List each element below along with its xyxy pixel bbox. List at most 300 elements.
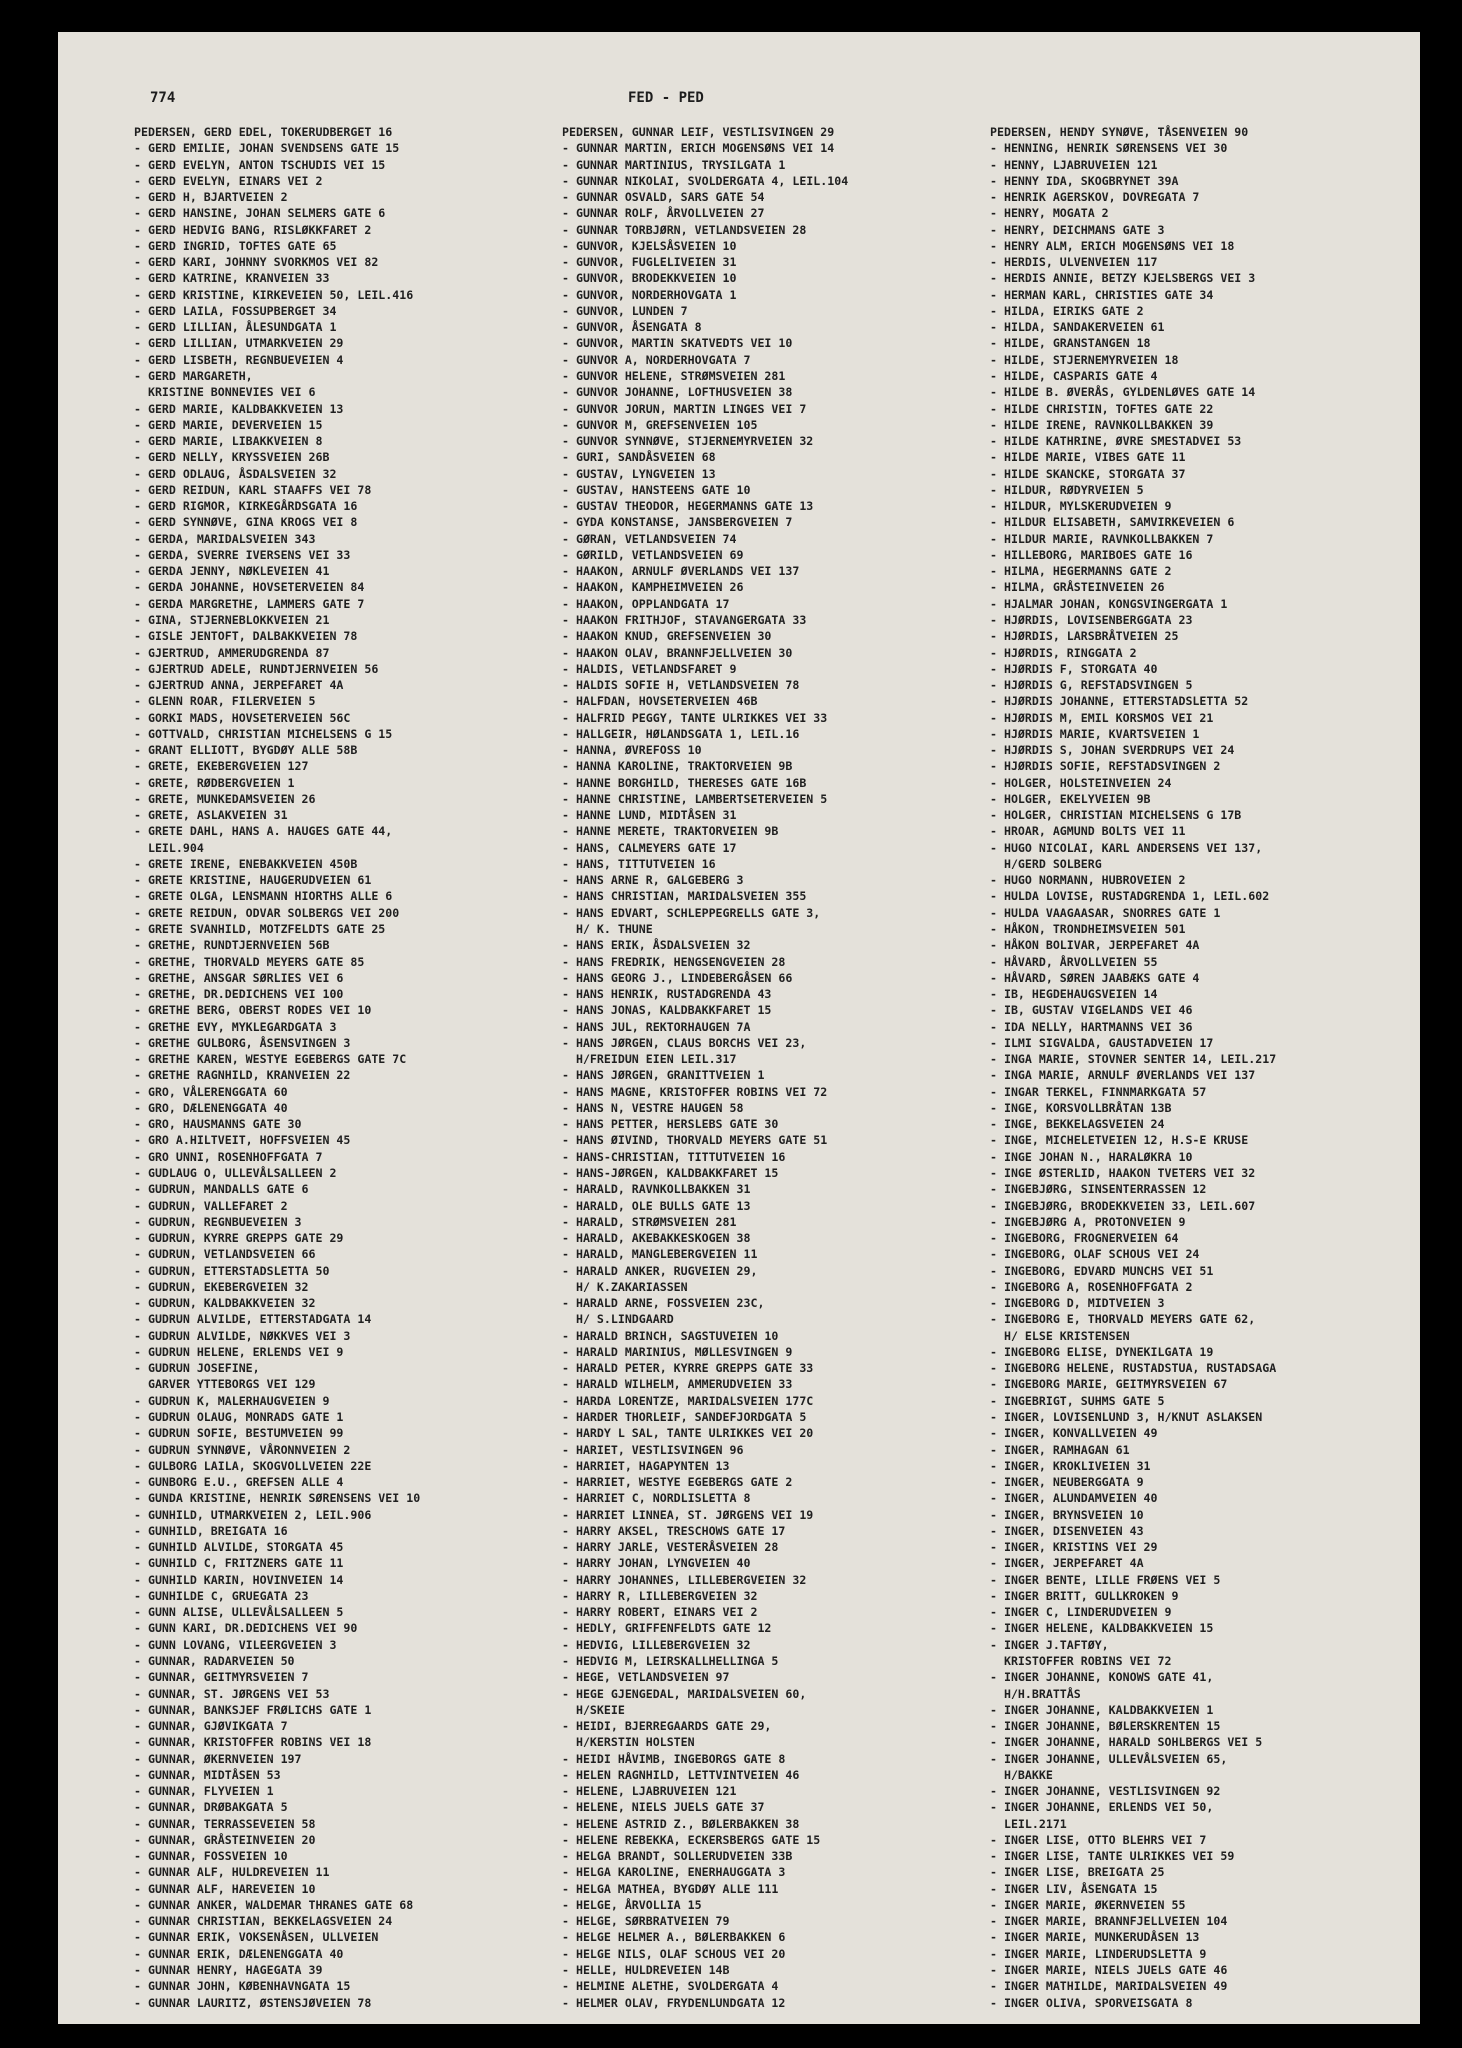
directory-entry: - HANS GEORG J., LINDEBERGÅSEN 66 <box>562 970 793 985</box>
directory-entry: - HANS-CHRISTIAN, TITTUTVEIEN 16 <box>562 1149 786 1164</box>
directory-entry: - GERD SYNNØVE, GINA KROGS VEI 8 <box>134 515 358 530</box>
directory-entry: - GERD H, BJARTVEIEN 2 <box>134 190 288 205</box>
directory-entry: H/ K.ZAKARIASSEN <box>562 1279 688 1294</box>
directory-entry: - GINA, STJERNEBLOKKVEIEN 21 <box>134 612 330 627</box>
directory-entry: - HEDVIG, LILLEBERGVEIEN 32 <box>562 1637 751 1652</box>
directory-entry: - GUSTAV, LYNGVEIEN 13 <box>562 466 716 481</box>
directory-entry: - HILDE, STJERNEMYRVEIEN 18 <box>990 352 1179 367</box>
directory-entry: - HJØRDIS F, STORGATA 40 <box>990 661 1158 676</box>
directory-entry: - GUNNAR, TERRASSEVEIEN 58 <box>134 1816 316 1831</box>
directory-entry: - GRETHE KAREN, WESTYE EGEBERGS GATE 7C <box>134 1052 407 1067</box>
directory-entry: - HELGA BRANDT, SOLLERUDVEIEN 33B <box>562 1849 793 1864</box>
directory-entry: - INGER, RAMHAGAN 61 <box>990 1442 1130 1457</box>
directory-entry: - HENRY, DEICHMANS GATE 3 <box>990 222 1165 237</box>
directory-entry: - HANNE LUND, MIDTÅSEN 31 <box>562 808 737 823</box>
directory-entry: - HANS HENRIK, RUSTADGRENDA 43 <box>562 987 772 1002</box>
directory-entry: - INGER MARIE, ØKERNVEIEN 55 <box>990 1897 1186 1912</box>
directory-entry: - HALFDAN, HOVSETERVEIEN 46B <box>562 694 758 709</box>
directory-entry: - HELGA KAROLINE, ENERHAUGGATA 3 <box>562 1865 786 1880</box>
directory-entry: - INGER, LOVISENLUND 3, H/KNUT ASLAKSEN <box>990 1409 1263 1424</box>
directory-entry: - GRETE IRENE, ENEBAKKVEIEN 450B <box>134 856 358 871</box>
directory-entry: - HELGA MATHEA, BYGDØY ALLE 111 <box>562 1881 779 1896</box>
directory-entry: - INGER C, LINDERUDVEIEN 9 <box>990 1605 1172 1620</box>
directory-entry: - GERD RIGMOR, KIRKEGÅRDSGATA 16 <box>134 499 358 514</box>
directory-entry: - HANNA KAROLINE, TRAKTORVEIEN 9B <box>562 759 793 774</box>
directory-entry: - INGEBORG, FROGNERVEIEN 64 <box>990 1231 1179 1246</box>
directory-entry: - HAAKON, OPPLANDGATA 17 <box>562 596 730 611</box>
directory-entry: LEIL.904 <box>134 840 204 855</box>
directory-entry: - GUDRUN ALVILDE, NØKKVES VEI 3 <box>134 1328 351 1343</box>
directory-entry: - HELENE, LJABRUVEIEN 121 <box>562 1784 737 1799</box>
directory-entry: - HUGO NICOLAI, KARL ANDERSENS VEI 137, <box>990 840 1263 855</box>
directory-entry: - INGER BRITT, GULLKROKEN 9 <box>990 1588 1179 1603</box>
directory-entry: - GERD KARI, JOHNNY SVORKMOS VEI 82 <box>134 255 379 270</box>
directory-entry: - HENRY, MOGATA 2 <box>990 206 1109 221</box>
directory-entry: - GUNHILD, UTMARKVEIEN 2, LEIL.906 <box>134 1507 372 1522</box>
directory-entry: - HANNE CHRISTINE, LAMBERTSETERVEIEN 5 <box>562 791 828 806</box>
directory-entry: - HJØRDIS SOFIE, REFSTADSVINGEN 2 <box>990 759 1221 774</box>
directory-entry: - HARDY L SAL, TANTE ULRIKKES VEI 20 <box>562 1426 814 1441</box>
directory-entry: KRISTINE BONNEVIES VEI 6 <box>134 385 316 400</box>
directory-entry: - HERDIS ANNIE, BETZY KJELSBERGS VEI 3 <box>990 271 1256 286</box>
directory-entry: - GRETE, ASLAKVEIEN 31 <box>134 808 288 823</box>
directory-entry: - HARALD BRINCH, SAGSTUVEIEN 10 <box>562 1328 779 1343</box>
directory-entry: - GUNNAR, BANKSJEF FRØLICHS GATE 1 <box>134 1702 372 1717</box>
directory-entry: - GUNVOR, FUGLELIVEIEN 31 <box>562 255 737 270</box>
directory-entry: - GRETHE, RUNDTJERNVEIEN 56B <box>134 938 330 953</box>
directory-entry: - INGER J.TAFTØY, <box>990 1637 1109 1652</box>
directory-entry: - HEGE GJENGEDAL, MARIDALSVEIEN 60, <box>562 1686 807 1701</box>
directory-entry: - HANS MAGNE, KRISTOFFER ROBINS VEI 72 <box>562 1084 828 1099</box>
directory-entry: - GOTTVALD, CHRISTIAN MICHELSENS G 15 <box>134 726 393 741</box>
directory-entry: H/GERD SOLBERG <box>990 856 1102 871</box>
directory-entry: - GRETE, MUNKEDAMSVEIEN 26 <box>134 791 316 806</box>
directory-entry: - HJØRDIS M, EMIL KORSMOS VEI 21 <box>990 710 1214 725</box>
directory-entry: - HAAKON, ARNULF ØVERLANDS VEI 137 <box>562 564 800 579</box>
directory-entry: - GUNNAR, RADARVEIEN 50 <box>134 1653 295 1668</box>
directory-entry: - GRETE REIDUN, ODVAR SOLBERGS VEI 200 <box>134 905 400 920</box>
directory-entry: - INGEBORG A, ROSENHOFFGATA 2 <box>990 1279 1193 1294</box>
directory-entry: - HILMA, HEGERMANNS GATE 2 <box>990 564 1172 579</box>
directory-entry: - GERD HANSINE, JOHAN SELMERS GATE 6 <box>134 206 386 221</box>
directory-entry: - HANS ERIK, ÅSDALSVEIEN 32 <box>562 938 751 953</box>
directory-entry: - GUSTAV THEODOR, HEGERMANNS GATE 13 <box>562 499 814 514</box>
directory-entry: - GRETHE, DR.DEDICHENS VEI 100 <box>134 987 344 1002</box>
directory-entry: - HARRY JARLE, VESTERÅSVEIEN 28 <box>562 1540 779 1555</box>
directory-entry: - HEDLY, GRIFFENFELDTS GATE 12 <box>562 1621 772 1636</box>
directory-entry: - HANS PETTER, HERSLEBS GATE 30 <box>562 1117 779 1132</box>
directory-entry: - HILDE, GRANSTANGEN 18 <box>990 336 1151 351</box>
directory-entry: - GRETE SVANHILD, MOTZFELDTS GATE 25 <box>134 922 386 937</box>
directory-entry: - HANS JONAS, KALDBAKKFARET 15 <box>562 1003 772 1018</box>
directory-entry: - HENRY ALM, ERICH MOGENSØNS VEI 18 <box>990 238 1235 253</box>
directory-entry: - INGER LISE, BREIGATA 25 <box>990 1865 1165 1880</box>
directory-entry: - INGER LISE, TANTE ULRIKKES VEI 59 <box>990 1849 1235 1864</box>
directory-entry: - GUNNAR, GRÅSTEINVEIEN 20 <box>134 1832 316 1847</box>
directory-entry: - HARALD, OLE BULLS GATE 13 <box>562 1198 751 1213</box>
directory-entry: - GERD INGRID, TOFTES GATE 65 <box>134 238 337 253</box>
directory-entry: - HELENE ASTRID Z., BØLERBAKKEN 38 <box>562 1816 800 1831</box>
directory-entry: - GUDRUN, MANDALLS GATE 6 <box>134 1182 309 1197</box>
directory-entry: - GUNVOR M, GREFSENVEIEN 105 <box>562 417 758 432</box>
directory-entry: - INGER LIV, ÅSENGATA 15 <box>990 1881 1158 1896</box>
directory-entry: - GUNVOR, ÅSENGATA 8 <box>562 320 702 335</box>
directory-entry: - HANS JØRGEN, GRANITTVEIEN 1 <box>562 1068 765 1083</box>
directory-entry: - HÅKON, TRONDHEIMSVEIEN 501 <box>990 922 1186 937</box>
directory-entry: - HARALD ANKER, RUGVEIEN 29, <box>562 1263 758 1278</box>
directory-entry: - GRETE DAHL, HANS A. HAUGES GATE 44, <box>134 824 393 839</box>
directory-entry: - HENNING, HENRIK SØRENSENS VEI 30 <box>990 141 1228 156</box>
directory-entry: - HARALD, AKEBAKKESKOGEN 38 <box>562 1231 751 1246</box>
directory-entry: - GRO, HAUSMANNS GATE 30 <box>134 1117 302 1132</box>
directory-entry: - HJØRDIS, LOVISENBERGGATA 23 <box>990 612 1193 627</box>
directory-entry: - GUNVOR, LUNDEN 7 <box>562 303 688 318</box>
directory-entry: - HEDVIG M, LEIRSKALLHELLINGA 5 <box>562 1653 779 1668</box>
directory-entry: - HOLGER, HOLSTEINVEIEN 24 <box>990 775 1172 790</box>
directory-entry: PEDERSEN, GERD EDEL, TOKERUDBERGET 16 <box>134 125 393 139</box>
directory-entry: - GØRILD, VETLANDSVEIEN 69 <box>562 547 744 562</box>
directory-entry: - GUNNAR, FOSSVEIEN 10 <box>134 1849 288 1864</box>
directory-entry: - GUNHILD KARIN, HOVINVEIEN 14 <box>134 1572 344 1587</box>
directory-entry: - GUNNAR OSVALD, SARS GATE 54 <box>562 190 765 205</box>
directory-entry: - HILDUR, MYLSKERUDVEIEN 9 <box>990 499 1172 514</box>
directory-entry: - INGER MATHILDE, MARIDALSVEIEN 49 <box>990 1979 1228 1994</box>
directory-entry: - HARRY AKSEL, TRESCHOWS GATE 17 <box>562 1523 786 1538</box>
directory-entry: - INGE, MICHELETVEIEN 12, H.S-E KRUSE <box>990 1133 1249 1148</box>
directory-entry: - INGER JOHANNE, KONOWS GATE 41, <box>990 1670 1214 1685</box>
directory-entry: - HALFRID PEGGY, TANTE ULRIKKES VEI 33 <box>562 710 828 725</box>
directory-entry: - HARALD, MANGLEBERGVEIEN 11 <box>562 1247 758 1262</box>
directory-entry: H/ ELSE KRISTENSEN <box>990 1328 1130 1343</box>
directory-entry: - INGER MARIE, BRANNFJELLVEIEN 104 <box>990 1914 1228 1929</box>
directory-entry: - GUNNAR ALF, HAREVEIEN 10 <box>134 1881 316 1896</box>
directory-entry: - GULBORG LAILA, SKOGVOLLVEIEN 22E <box>134 1458 372 1473</box>
directory-entry: - HILDA, EIRIKS GATE 2 <box>990 303 1144 318</box>
directory-entry: - HARALD ARNE, FOSSVEIEN 23C, <box>562 1296 765 1311</box>
directory-entry: - INGER MARIE, MUNKERUDÅSEN 13 <box>990 1930 1200 1945</box>
directory-entry: - GERDA MARGRETHE, LAMMERS GATE 7 <box>134 596 365 611</box>
directory-entry: - INGEBJØRG, SINSENTERRASSEN 12 <box>990 1182 1207 1197</box>
directory-entry: - HENNY, LJABRUVEIEN 121 <box>990 157 1158 172</box>
directory-entry: - HUGO NORMANN, HUBROVEIEN 2 <box>990 873 1186 888</box>
directory-entry: - INGER, KONVALLVEIEN 49 <box>990 1426 1158 1441</box>
column-3 <box>990 124 1276 2011</box>
directory-entry: - INGER, KRISTINS VEI 29 <box>990 1540 1158 1555</box>
directory-entry: - HELMINE ALETHE, SVOLDERGATA 4 <box>562 1979 779 1994</box>
directory-entry: - GUNN KARI, DR.DEDICHENS VEI 90 <box>134 1621 358 1636</box>
directory-entry: - GRETE OLGA, LENSMANN HIORTHS ALLE 6 <box>134 889 393 904</box>
column-2 <box>562 124 848 2011</box>
directory-entry: - GUNVOR, NORDERHOVGATA 1 <box>562 287 737 302</box>
directory-entry: - GUNHILDE C, GRUEGATA 23 <box>134 1588 309 1603</box>
directory-entry: - GLENN ROAR, FILERVEIEN 5 <box>134 694 316 709</box>
directory-entry: - GISLE JENTOFT, DALBAKKVEIEN 78 <box>134 629 358 644</box>
directory-entry: - GUNNAR JOHN, KØBENHAVNGATA 15 <box>134 1979 351 1994</box>
directory-entry: - INGER MARIE, NIELS JUELS GATE 46 <box>990 1963 1228 1978</box>
directory-entry: - INGER JOHANNE, HARALD SOHLBERGS VEI 5 <box>990 1735 1263 1750</box>
directory-entry: - INGER HELENE, KALDBAKKVEIEN 15 <box>990 1621 1214 1636</box>
directory-entry: - INGEBORG E, THORVALD MEYERS GATE 62, <box>990 1312 1256 1327</box>
directory-entry: - HARDA LORENTZE, MARIDALSVEIEN 177C <box>562 1393 814 1408</box>
directory-entry: - GUNN ALISE, ULLEVÅLSALLEEN 5 <box>134 1605 344 1620</box>
directory-entry: - INGER, DISENVEIEN 43 <box>990 1523 1144 1538</box>
directory-entry: - HILDA, SANDAKERVEIEN 61 <box>990 320 1165 335</box>
directory-entry: - GUNNAR NIKOLAI, SVOLDERGATA 4, LEIL.104 <box>562 173 849 188</box>
directory-entry: - HANS ØIVIND, THORVALD MEYERS GATE 51 <box>562 1133 828 1148</box>
directory-entry: - GERD MARGARETH, <box>134 368 253 383</box>
directory-entry: - GERDA JOHANNE, HOVSETERVEIEN 84 <box>134 580 365 595</box>
directory-entry: H/ S.LINDGAARD <box>562 1312 674 1327</box>
directory-entry: - INGER, ALUNDAMVEIEN 40 <box>990 1491 1158 1506</box>
directory-entry: - HILDE KATHRINE, ØVRE SMESTADVEI 53 <box>990 434 1242 449</box>
directory-entry: - HANS, TITTUTVEIEN 16 <box>562 856 716 871</box>
directory-entry: KRISTOFFER ROBINS VEI 72 <box>990 1653 1172 1668</box>
directory-entry: - GUNNAR, GEITMYRSVEIEN 7 <box>134 1670 309 1685</box>
directory-entry: - INGEBORG, OLAF SCHOUS VEI 24 <box>990 1247 1200 1262</box>
directory-entry: - GUNVOR JORUN, MARTIN LINGES VEI 7 <box>562 401 807 416</box>
directory-entry: - HILDUR ELISABETH, SAMVIRKEVEIEN 6 <box>990 515 1235 530</box>
directory-entry: - GUNVOR JOHANNE, LOFTHUSVEIEN 38 <box>562 385 793 400</box>
directory-entry: - GUDRUN ALVILDE, ETTERSTADGATA 14 <box>134 1312 372 1327</box>
directory-entry: - GUNVOR SYNNØVE, STJERNEMYRVEIEN 32 <box>562 434 814 449</box>
directory-entry: - HANNE MERETE, TRAKTORVEIEN 9B <box>562 824 779 839</box>
directory-entry: - GERD LISBETH, REGNBUEVEIEN 4 <box>134 352 344 367</box>
directory-entry: - HARALD PETER, KYRRE GREPPS GATE 33 <box>562 1361 814 1376</box>
directory-entry: - GERD LILLIAN, ÅLESUNDGATA 1 <box>134 320 337 335</box>
directory-entry: - HULDA LOVISE, RUSTADGRENDA 1, LEIL.602 <box>990 889 1270 904</box>
directory-entry: - HANS N, VESTRE HAUGEN 58 <box>562 1100 744 1115</box>
directory-entry: - GRETHE GULBORG, ÅSENSVINGEN 3 <box>134 1035 351 1050</box>
directory-entry: - GUNHILD, BREIGATA 16 <box>134 1523 288 1538</box>
directory-entry: - GØRAN, VETLANDSVEIEN 74 <box>562 531 737 546</box>
directory-entry: - GRETHE, THORVALD MEYERS GATE 85 <box>134 954 365 969</box>
directory-entry: - GUNVOR HELENE, STRØMSVEIEN 281 <box>562 368 786 383</box>
directory-entry: - HARIET, VESTLISVINGEN 96 <box>562 1442 744 1457</box>
directory-entry: - GUDRUN, VALLEFARET 2 <box>134 1198 288 1213</box>
directory-entry: H/SKEIE <box>562 1702 625 1717</box>
directory-entry: - GRETE KRISTINE, HAUGERUDVEIEN 61 <box>134 873 372 888</box>
directory-entry: - GUNNAR, KRISTOFFER ROBINS VEI 18 <box>134 1735 372 1750</box>
directory-entry: - GUNNAR, GJØVIKGATA 7 <box>134 1719 288 1734</box>
directory-entry: - GUNNAR HENRY, HAGEGATA 39 <box>134 1963 323 1978</box>
directory-entry: - GRANT ELLIOTT, BYGDØY ALLE 58B <box>134 743 358 758</box>
directory-entry: - IB, GUSTAV VIGELANDS VEI 46 <box>990 1003 1193 1018</box>
directory-entry: - HELENE REBEKKA, ECKERSBERGS GATE 15 <box>562 1832 821 1847</box>
directory-entry: - HELGE NILS, OLAF SCHOUS VEI 20 <box>562 1946 786 1961</box>
directory-entry: - GERD EVELYN, EINARS VEI 2 <box>134 173 323 188</box>
directory-entry: - GRO A.HILTVEIT, HOFFSVEIEN 45 <box>134 1133 351 1148</box>
directory-entry: GARVER YTTEBORGS VEI 129 <box>134 1377 316 1392</box>
directory-entry: - HAAKON FRITHJOF, STAVANGERGATA 33 <box>562 612 807 627</box>
directory-entry: H/FREIDUN EIEN LEIL.317 <box>562 1052 737 1067</box>
directory-entry: - INGEBJØRG A, PROTONVEIEN 9 <box>990 1214 1186 1229</box>
directory-entry: - INGER MARIE, LINDERUDSLETTA 9 <box>990 1946 1207 1961</box>
directory-entry: - HEIDI HÅVIMB, INGEBORGS GATE 8 <box>562 1751 786 1766</box>
directory-entry: - HJALMAR JOHAN, KONGSVINGERGATA 1 <box>990 596 1228 611</box>
directory-entry: - GERD KATRINE, KRANVEIEN 33 <box>134 271 330 286</box>
directory-entry: - GRETHE RAGNHILD, KRANVEIEN 22 <box>134 1068 351 1083</box>
directory-entry: - INGER BENTE, LILLE FRØENS VEI 5 <box>990 1572 1221 1587</box>
directory-entry: - HÅKON BOLIVAR, JERPEFARET 4A <box>990 938 1200 953</box>
directory-entry: - INGER JOHANNE, ULLEVÅLSVEIEN 65, <box>990 1751 1228 1766</box>
directory-entry: PEDERSEN, HENDY SYNØVE, TÅSENVEIEN 90 <box>990 125 1249 139</box>
directory-entry: - GUNNAR, DRØBAKGATA 5 <box>134 1800 288 1815</box>
directory-entry: - HALDIS, VETLANDSFARET 9 <box>562 661 737 676</box>
directory-entry: - HELENE, NIELS JUELS GATE 37 <box>562 1800 765 1815</box>
directory-entry: - HILDE CHRISTIN, TOFTES GATE 22 <box>990 401 1214 416</box>
directory-entry: - HILLEBORG, MARIBOES GATE 16 <box>990 547 1193 562</box>
directory-entry: - HARRY JOHANNES, LILLEBERGVEIEN 32 <box>562 1572 807 1587</box>
directory-entry: - HOLGER, CHRISTIAN MICHELSENS G 17B <box>990 808 1242 823</box>
directory-entry: - GUNNAR ERIK, DÆLENENGGATA 40 <box>134 1946 344 1961</box>
directory-entry: - GUDRUN JOSEFINE, <box>134 1361 260 1376</box>
directory-entry: - HILDE, CASPARIS GATE 4 <box>990 368 1158 383</box>
directory-entry: - GUNNAR ALF, HULDREVEIEN 11 <box>134 1865 330 1880</box>
directory-entry: - INGA MARIE, STOVNER SENTER 14, LEIL.217 <box>990 1052 1277 1067</box>
directory-entry: - HARRY JOHAN, LYNGVEIEN 40 <box>562 1556 751 1571</box>
directory-entry: - HARRIET, WESTYE EGEBERGS GATE 2 <box>562 1475 793 1490</box>
directory-entry: - GUDRUN SYNNØVE, VÅRONNVEIEN 2 <box>134 1442 351 1457</box>
directory-entry: - INGER OLIVA, SPORVEISGATA 8 <box>990 1995 1193 2010</box>
directory-entry: - INGE, KORSVOLLBRÅTAN 13B <box>990 1100 1172 1115</box>
directory-entry: - HAAKON OLAV, BRANNFJELLVEIEN 30 <box>562 645 793 660</box>
directory-entry: - HJØRDIS, LARSBRÅTVEIEN 25 <box>990 629 1179 644</box>
directory-entry: - HELMER OLAV, FRYDENLUNDGATA 12 <box>562 1995 786 2010</box>
directory-entry: - GERD KRISTINE, KIRKEVEIEN 50, LEIL.416 <box>134 287 414 302</box>
directory-entry: - HARRY ROBERT, EINARS VEI 2 <box>562 1605 758 1620</box>
directory-entry: - INGEBJØRG, BRODEKKVEIEN 33, LEIL.607 <box>990 1198 1256 1213</box>
directory-entry: - HANS CHRISTIAN, MARIDALSVEIEN 355 <box>562 889 807 904</box>
directory-entry: - HALDIS SOFIE H, VETLANDSVEIEN 78 <box>562 678 800 693</box>
directory-entry: - HJØRDIS, RINGGATA 2 <box>990 645 1137 660</box>
directory-entry: - HARALD WILHELM, AMMERUDVEIEN 33 <box>562 1377 793 1392</box>
directory-entry: - GUNNAR, FLYVEIEN 1 <box>134 1784 274 1799</box>
directory-entry: - HANS-JØRGEN, KALDBAKKFARET 15 <box>562 1166 779 1180</box>
directory-entry: - INGER JOHANNE, KALDBAKKVEIEN 1 <box>990 1702 1214 1717</box>
directory-entry: - GUDRUN K, MALERHAUGVEIEN 9 <box>134 1393 330 1408</box>
directory-entry: - GERD LILLIAN, UTMARKVEIEN 29 <box>134 336 344 351</box>
directory-entry: - INGA MARIE, ARNULF ØVERLANDS VEI 137 <box>990 1068 1256 1083</box>
directory-entry: - INGEBORG D, MIDTVEIEN 3 <box>990 1296 1165 1311</box>
directory-entry: - HENNY IDA, SKOGBRYNET 39A <box>990 173 1179 188</box>
page-number: 774 <box>150 90 176 106</box>
directory-entry: - IDA NELLY, HARTMANNS VEI 36 <box>990 1019 1193 1034</box>
directory-entry: - HELGE, SØRBRATVEIEN 79 <box>562 1914 730 1929</box>
directory-entry: - INGER, JERPEFARET 4A <box>990 1556 1144 1571</box>
directory-entry: - HARALD MARINIUS, MØLLESVINGEN 9 <box>562 1344 793 1359</box>
directory-entry: - GUNVOR, KJELSÅSVEIEN 10 <box>562 238 737 253</box>
directory-entry: - HAAKON KNUD, GREFSENVEIEN 30 <box>562 629 772 644</box>
directory-entry: - GRO, DÆLENENGGATA 40 <box>134 1100 288 1115</box>
directory-entry: - GUNVOR, MARTIN SKATVEDTS VEI 10 <box>562 336 793 351</box>
directory-entry: - GERD REIDUN, KARL STAAFFS VEI 78 <box>134 482 372 497</box>
directory-entry: - GUDRUN, KALDBAKKVEIEN 32 <box>134 1296 316 1311</box>
directory-entry: - GUDRUN, REGNBUEVEIEN 3 <box>134 1214 302 1229</box>
directory-entry: - GRETE, RØDBERGVEIEN 1 <box>134 775 295 790</box>
directory-entry: - GERD MARIE, KALDBAKKVEIEN 13 <box>134 401 344 416</box>
directory-entry: - HERDIS, ULVENVEIEN 117 <box>990 255 1158 270</box>
directory-entry: - HANS ARNE R, GALGEBERG 3 <box>562 873 744 888</box>
directory-entry: - HILDUR MARIE, RAVNKOLLBAKKEN 7 <box>990 531 1214 546</box>
directory-entry: - GUNVOR, BRODEKKVEIEN 10 <box>562 271 737 286</box>
directory-entry: - GERDA, MARIDALSVEIEN 343 <box>134 531 316 546</box>
directory-entry: - GUNVOR A, NORDERHOVGATA 7 <box>562 352 751 367</box>
directory-entry: - HILMA, GRÅSTEINVEIEN 26 <box>990 580 1165 595</box>
directory-entry: - INGEBORG, EDVARD MUNCHS VEI 51 <box>990 1263 1214 1278</box>
directory-entry: - HOLGER, EKELYVEIEN 9B <box>990 791 1151 806</box>
directory-entry: - INGAR TERKEL, FINNMARKGATA 57 <box>990 1084 1207 1099</box>
directory-entry: - HEGE, VETLANDSVEIEN 97 <box>562 1670 730 1685</box>
directory-entry: - GUNNAR, MIDTÅSEN 53 <box>134 1767 281 1782</box>
directory-entry: - HANS, CALMEYERS GATE 17 <box>562 840 737 855</box>
directory-entry: - GUNNAR TORBJØRN, VETLANDSVEIEN 28 <box>562 222 807 237</box>
directory-entry: - HARRY R, LILLEBERGVEIEN 32 <box>562 1588 758 1603</box>
directory-page <box>58 32 1420 2024</box>
directory-entry: - HELGE HELMER A., BØLERBAKKEN 6 <box>562 1930 786 1945</box>
directory-entry: - GURI, SANDÅSVEIEN 68 <box>562 450 716 465</box>
directory-entry: H/H.BRATTÅS <box>990 1686 1081 1701</box>
directory-entry: - GERDA JENNY, NØKLEVEIEN 41 <box>134 564 330 579</box>
directory-entry: - GUNDA KRISTINE, HENRIK SØRENSENS VEI 10 <box>134 1491 421 1506</box>
directory-entry: - HILDE SKANCKE, STORGATA 37 <box>990 466 1186 481</box>
directory-entry: - GUDRUN, EKEBERGVEIEN 32 <box>134 1279 309 1294</box>
directory-entry: - GJERTRUD ADELE, RUNDTJERNVEIEN 56 <box>134 661 379 676</box>
directory-entry: H/ K. THUNE <box>562 922 653 937</box>
directory-entry: - GERD HEDVIG BANG, RISLØKKFARET 2 <box>134 222 372 237</box>
directory-entry: - GERD NELLY, KRYSSVEIEN 26B <box>134 450 330 465</box>
directory-entry: - GRO, VÅLERENGGATA 60 <box>134 1084 288 1099</box>
directory-entry: - HERMAN KARL, CHRISTIES GATE 34 <box>990 287 1214 302</box>
directory-entry: - INGE, BEKKELAGSVEIEN 24 <box>990 1117 1165 1132</box>
directory-entry: - INGER, BRYNSVEIEN 10 <box>990 1507 1144 1522</box>
directory-entry: - GUNNAR LAURITZ, ØSTENSJØVEIEN 78 <box>134 1995 372 2010</box>
directory-entry: - GUDRUN HELENE, ERLENDS VEI 9 <box>134 1344 344 1359</box>
directory-entry: H/KERSTIN HOLSTEN <box>562 1735 695 1750</box>
page-range-heading: FED - PED <box>628 90 704 106</box>
directory-entry: - HARRIET C, NORDLISLETTA 8 <box>562 1491 751 1506</box>
directory-entry: - INGER JOHANNE, VESTLISVINGEN 92 <box>990 1784 1221 1799</box>
directory-entry: - GUNNAR ROLF, ÅRVOLLVEIEN 27 <box>562 206 765 221</box>
directory-entry: - HELLE, HULDREVEIEN 14B <box>562 1963 730 1978</box>
directory-entry: - GRETHE, ANSGAR SØRLIES VEI 6 <box>134 970 344 985</box>
directory-entry: - HARDER THORLEIF, SANDEFJORDGATA 5 <box>562 1409 807 1424</box>
directory-entry: - HILDUR, RØDYRVEIEN 5 <box>990 482 1144 497</box>
directory-entry: - GUNNAR MARTIN, ERICH MOGENSØNS VEI 14 <box>562 141 835 156</box>
directory-entry: - GUDRUN, KYRRE GREPPS GATE 29 <box>134 1231 344 1246</box>
directory-entry: - HAAKON, KAMPHEIMVEIEN 26 <box>562 580 744 595</box>
column-1 <box>134 124 420 2011</box>
directory-entry: - HARALD, STRØMSVEIEN 281 <box>562 1214 737 1229</box>
directory-entry: - INGEBORG ELISE, DYNEKILGATA 19 <box>990 1344 1214 1359</box>
directory-entry: - GUNN LOVANG, VILEERGVEIEN 3 <box>134 1637 337 1652</box>
directory-entry: - INGER JOHANNE, BØLERSKRENTEN 15 <box>990 1719 1221 1734</box>
directory-entry: - GRETHE BERG, OBERST RODES VEI 10 <box>134 1003 372 1018</box>
directory-entry: - GERD LAILA, FOSSUPBERGET 34 <box>134 303 337 318</box>
directory-entry: - GERD MARIE, LIBAKKVEIEN 8 <box>134 434 323 449</box>
directory-entry: - HELGE, ÅRVOLLIA 15 <box>562 1897 702 1912</box>
directory-entry: - HENRIK AGERSKOV, DOVREGATA 7 <box>990 190 1200 205</box>
directory-entry: - HULDA VAAGAASAR, SNORRES GATE 1 <box>990 905 1221 920</box>
directory-entry: - GUNNAR CHRISTIAN, BEKKELAGSVEIEN 24 <box>134 1914 393 1929</box>
directory-entry: - GJERTRUD, AMMERUDGRENDA 87 <box>134 645 330 660</box>
directory-entry: - HROAR, AGMUND BOLTS VEI 11 <box>990 824 1186 839</box>
directory-entry: - INGER JOHANNE, ERLENDS VEI 50, <box>990 1800 1214 1815</box>
directory-entry: - GRETHE EVY, MYKLEGARDGATA 3 <box>134 1019 337 1034</box>
directory-entry: - GUNHILD ALVILDE, STORGATA 45 <box>134 1540 344 1555</box>
directory-entry: - HARALD, RAVNKOLLBAKKEN 31 <box>562 1182 751 1197</box>
directory-entry: - INGER LISE, OTTO BLEHRS VEI 7 <box>990 1832 1207 1847</box>
directory-entry: - HANS EDVART, SCHLEPPEGRELLS GATE 3, <box>562 905 821 920</box>
